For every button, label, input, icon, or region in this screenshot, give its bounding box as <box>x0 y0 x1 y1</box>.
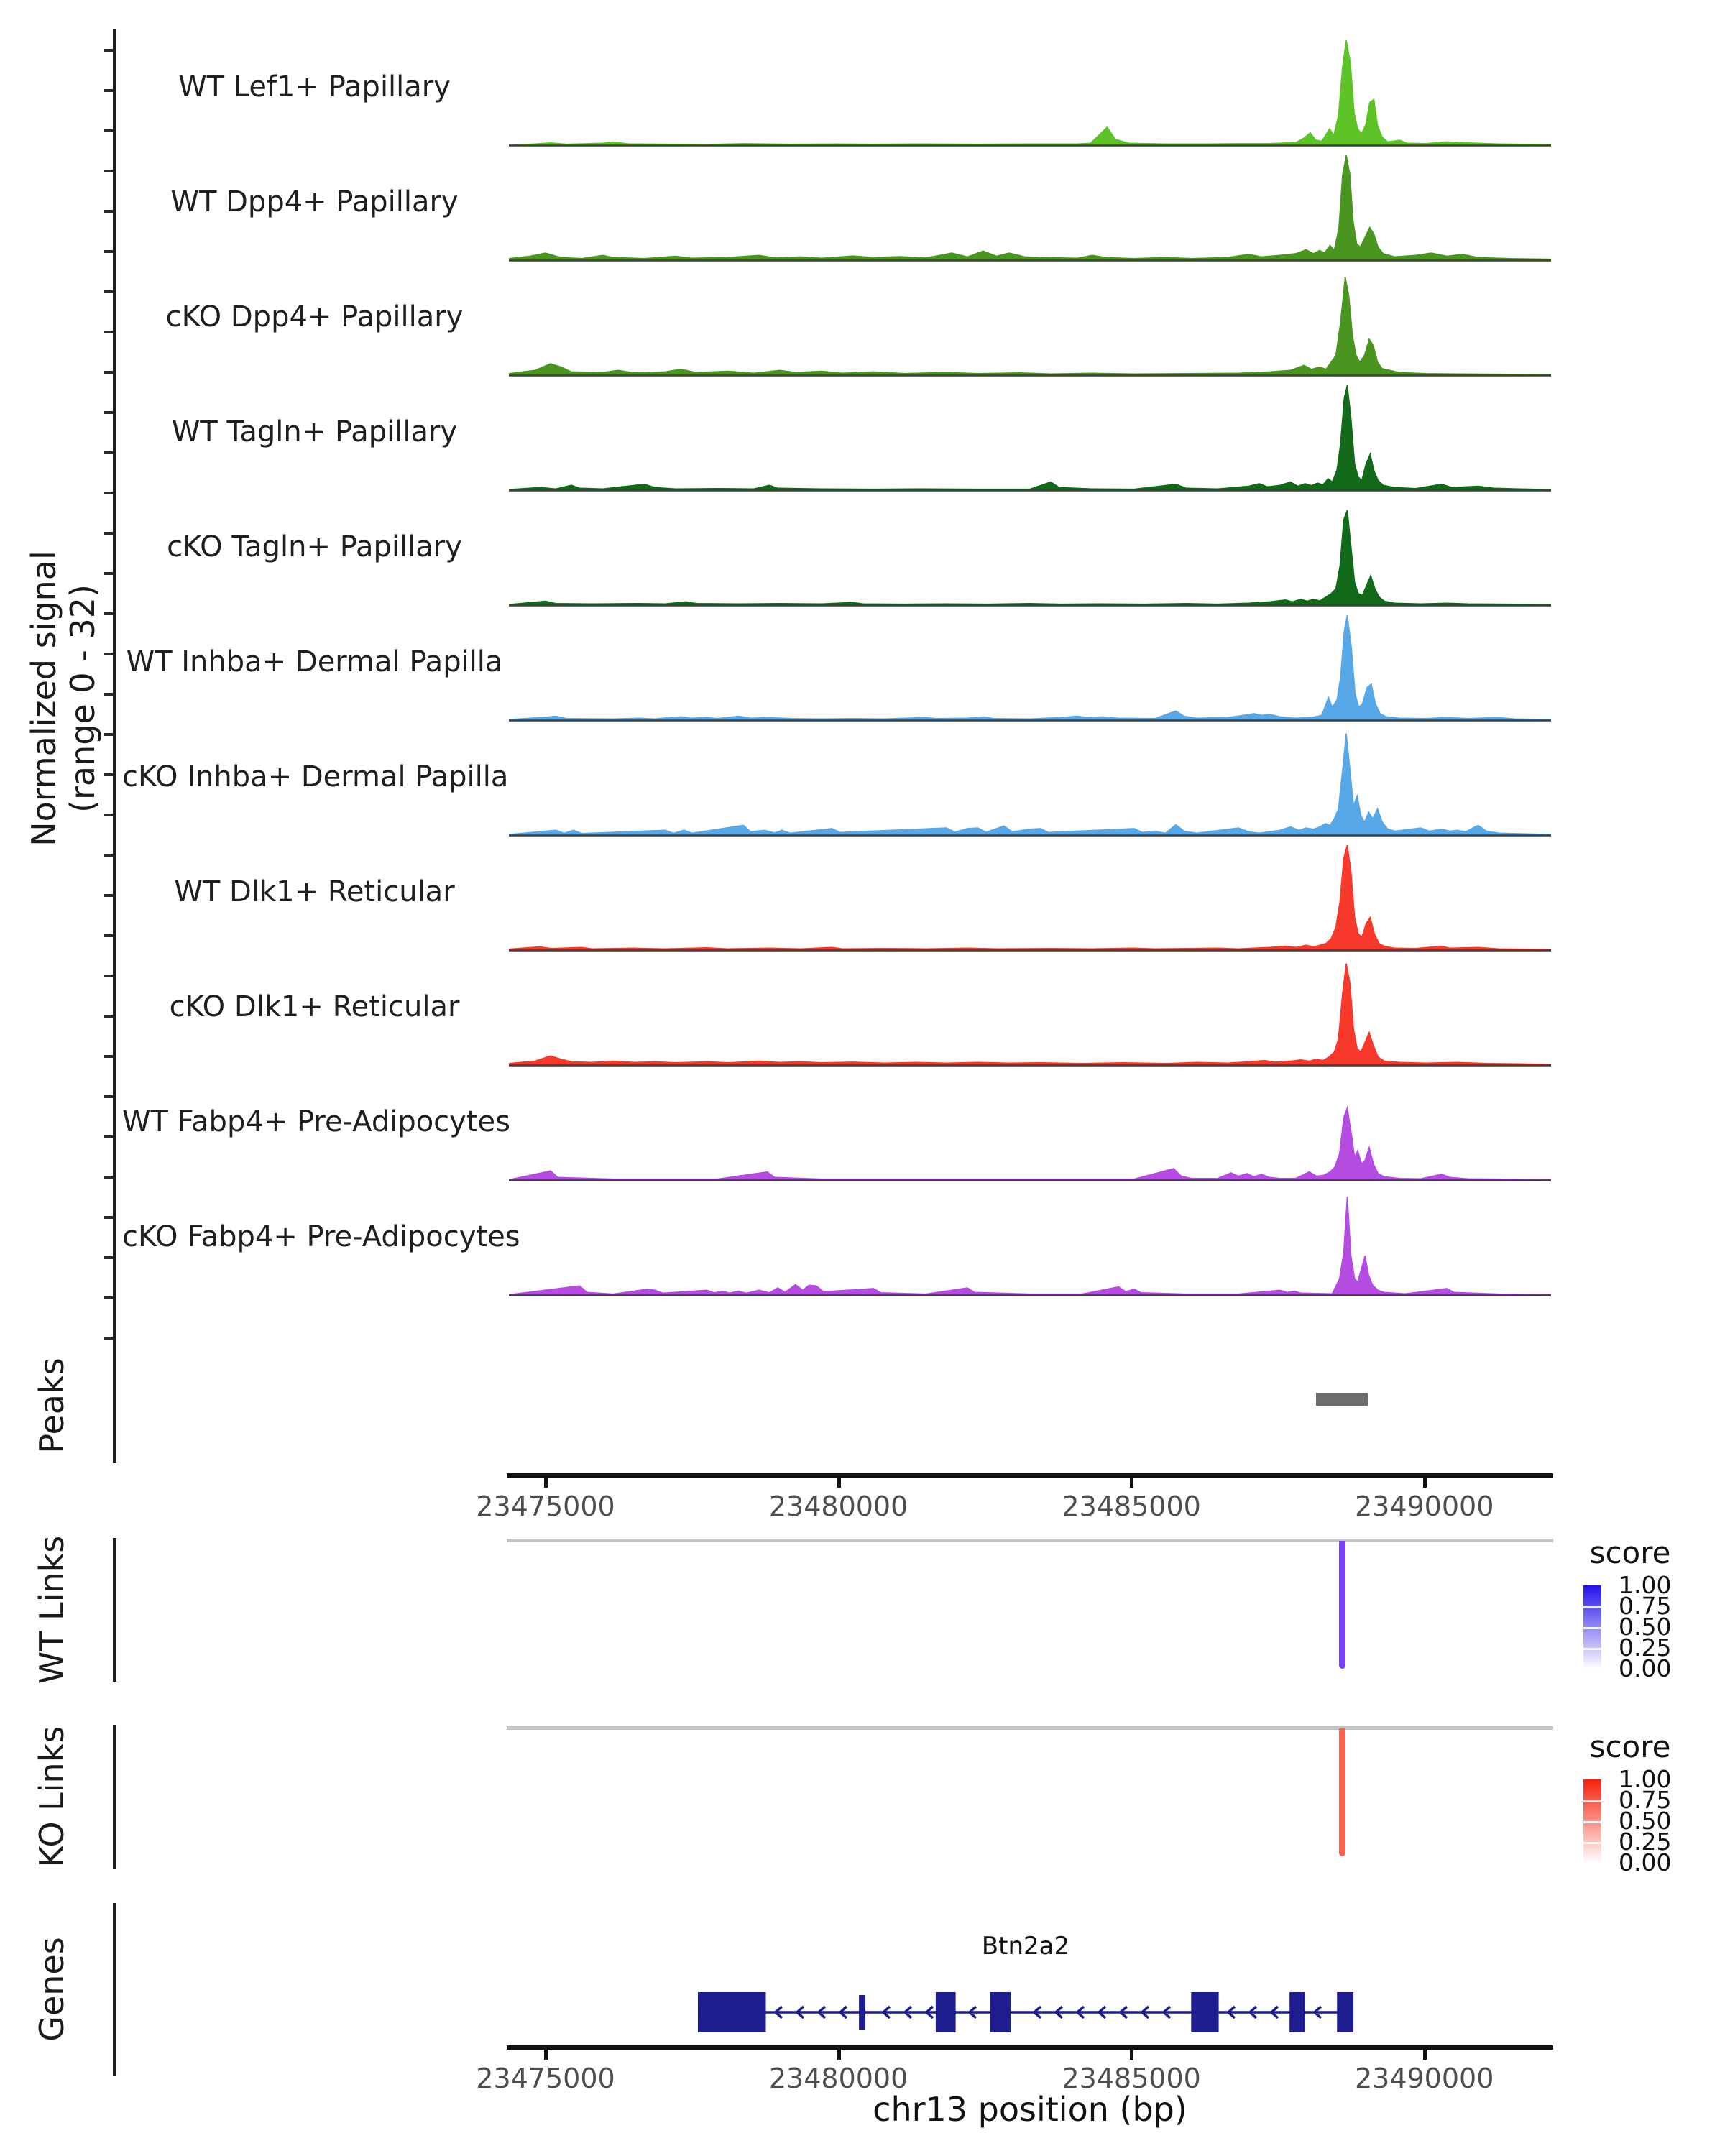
axis-tick-label: 23475000 <box>476 2063 615 2094</box>
legend-value-label: 0.75 <box>1619 1786 1672 1814</box>
axis-tick-label: 23480000 <box>768 1491 908 1522</box>
axis-tick-label: 23480000 <box>768 2063 908 2094</box>
signal-y-axis-title <box>20 411 106 986</box>
signal-y-axis <box>113 29 116 1369</box>
legend-value-label: 1.00 <box>1619 1571 1672 1599</box>
y-axis-tick <box>104 1015 113 1018</box>
y-axis-tick <box>104 1256 113 1259</box>
legend-value-label: 0.50 <box>1619 1807 1672 1835</box>
track-label: WT Inhba+ Dermal Papilla <box>126 645 503 678</box>
y-axis-tick <box>104 49 113 52</box>
legend-value-label: 0.00 <box>1619 1654 1672 1682</box>
peaks-section-label: Peaks <box>32 1358 71 1454</box>
axis-tick <box>837 1478 841 1488</box>
axis-tick <box>837 2050 841 2060</box>
ko-legend-colorbar <box>1583 1779 1601 1863</box>
legend-value-label: 0.00 <box>1619 1848 1672 1876</box>
y-axis-tick <box>104 1216 113 1219</box>
signal-polygon <box>509 510 1551 605</box>
axis-tick <box>1130 1478 1133 1488</box>
track-label: cKO Inhba+ Dermal Papilla <box>122 760 509 793</box>
y-axis-tick <box>104 1135 113 1138</box>
track-signal-area <box>509 382 1551 492</box>
y-axis-title-line1: Normalized signal <box>24 550 63 847</box>
track-label: cKO Tagln+ Papillary <box>167 530 462 563</box>
gene-name-label: Btn2a2 <box>981 1932 1070 1961</box>
y-axis-tick <box>104 170 113 172</box>
y-axis-tick <box>104 210 113 213</box>
track-label: WT Fabp4+ Pre-Adipocytes <box>122 1105 510 1138</box>
track-signal-area <box>509 1072 1551 1182</box>
y-axis-tick <box>104 1337 113 1340</box>
track-signal-area <box>509 152 1551 262</box>
y-axis-tick <box>104 129 113 132</box>
gene-exon <box>936 1992 956 2032</box>
gene-exon <box>698 1992 766 2032</box>
axis-tick-label: 23485000 <box>1062 1491 1201 1522</box>
signal-polygon <box>509 1197 1551 1295</box>
axis-tick-label: 23490000 <box>1354 2063 1494 2094</box>
axis-line <box>507 1473 1553 1478</box>
signal-polygon <box>509 964 1551 1065</box>
y-axis-tick <box>104 371 113 374</box>
wt-links-legend <box>1563 1535 1721 1682</box>
link-score-line <box>1339 1541 1346 1669</box>
wt-legend-title: score <box>1589 1535 1671 1570</box>
track-label: cKO Dpp4+ Papillary <box>165 300 464 333</box>
axis-tick-label: 23490000 <box>1354 1491 1494 1522</box>
signal-polygon <box>509 1108 1551 1180</box>
axis-line <box>507 2045 1553 2050</box>
gene-exon <box>1289 1992 1305 2032</box>
ko-links-baseline <box>507 1726 1553 1730</box>
y-axis-title-line2: (range 0 - 32) <box>63 584 102 813</box>
x-axis-title: chr13 position (bp) <box>873 2090 1187 2129</box>
genes-bracket <box>113 1903 116 2076</box>
gene-exon <box>1191 1992 1218 2032</box>
ko-links-section-label: KO Links <box>32 1726 71 1868</box>
axis-tick <box>544 1478 548 1488</box>
gene-exon <box>1337 1992 1353 2032</box>
track-signal-area <box>509 957 1551 1067</box>
genes-section-label: Genes <box>32 1937 71 2042</box>
track-signal-area <box>509 267 1551 377</box>
track-signal-area <box>509 842 1551 952</box>
wt-legend-colorbar <box>1583 1585 1601 1669</box>
track-label: WT Dlk1+ Reticular <box>174 875 455 908</box>
track-signal-area <box>509 1187 1551 1297</box>
gene-exon <box>859 1995 865 2030</box>
legend-value-label: 1.00 <box>1619 1765 1672 1793</box>
legend-value-label: 0.50 <box>1619 1613 1672 1641</box>
axis-tick-label: 23475000 <box>476 1491 615 1522</box>
signal-polygon <box>509 277 1551 375</box>
track-signal-area <box>509 37 1551 147</box>
ko-links-legend <box>1563 1729 1721 1876</box>
signal-polygon <box>509 845 1551 950</box>
y-axis-tick <box>104 1055 113 1058</box>
ko-links-bracket <box>113 1725 116 1869</box>
peak-interval-bar <box>1316 1393 1368 1406</box>
signal-polygon <box>509 40 1551 145</box>
axis-tick <box>1423 2050 1427 2060</box>
wt-links-baseline <box>507 1539 1553 1542</box>
legend-value-label: 0.25 <box>1619 1634 1672 1662</box>
y-axis-tick <box>104 1296 113 1299</box>
y-axis-tick <box>104 1095 113 1098</box>
y-axis-tick <box>104 1176 113 1179</box>
track-label: WT Lef1+ Papillary <box>178 70 451 103</box>
signal-polygon <box>509 385 1551 490</box>
y-axis-tick <box>104 89 113 92</box>
axis-tick <box>1130 2050 1133 2060</box>
signal-polygon <box>509 615 1551 720</box>
track-signal-area <box>509 727 1551 837</box>
y-axis-tick <box>104 331 113 333</box>
y-axis-tick <box>104 290 113 293</box>
track-label: WT Tagln+ Papillary <box>171 415 458 448</box>
signal-polygon <box>509 155 1551 260</box>
gene-body <box>509 1969 1551 2055</box>
y-axis-tick <box>104 250 113 253</box>
track-signal-area <box>509 612 1551 722</box>
peaks-bracket <box>113 1348 116 1463</box>
gene-exon <box>990 1992 1011 2032</box>
track-signal-area <box>509 497 1551 607</box>
track-label: cKO Fabp4+ Pre-Adipocytes <box>122 1220 520 1253</box>
axis-tick <box>1423 1478 1427 1488</box>
link-score-line <box>1339 1728 1346 1856</box>
legend-value-label: 0.25 <box>1619 1828 1672 1856</box>
axis-tick-label: 23485000 <box>1062 2063 1201 2094</box>
wt-links-section-label: WT Links <box>32 1535 71 1685</box>
track-label: WT Dpp4+ Papillary <box>170 185 459 218</box>
wt-links-bracket <box>113 1538 116 1682</box>
axis-tick <box>544 2050 548 2060</box>
track-label: cKO Dlk1+ Reticular <box>169 990 460 1023</box>
legend-value-label: 0.75 <box>1619 1592 1672 1620</box>
signal-polygon <box>509 734 1551 835</box>
ko-legend-title: score <box>1589 1729 1671 1764</box>
